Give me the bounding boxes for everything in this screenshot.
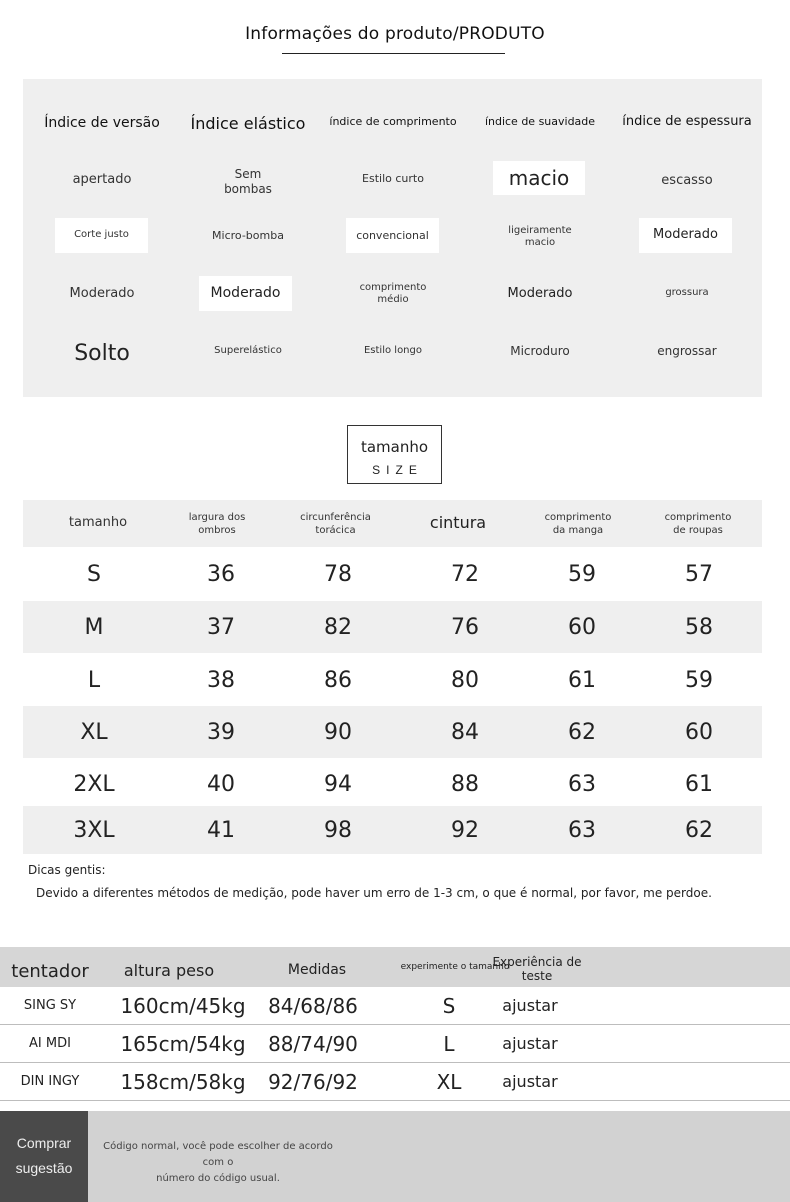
size-cell: 82	[324, 614, 352, 640]
tester-cell: AI MDI	[29, 1036, 71, 1051]
size-cell: 63	[568, 817, 596, 843]
size-label: tamanho	[360, 438, 429, 456]
size-cell: 57	[685, 561, 713, 587]
info-value-selected: Moderado	[199, 276, 292, 311]
size-cell: 72	[451, 561, 479, 587]
info-value: apertado	[72, 171, 132, 187]
size-cell: S	[87, 561, 101, 587]
buy-label-line-2: sugestão	[15, 1159, 73, 1176]
info-value-selected: macio	[493, 161, 585, 195]
table-row	[0, 1063, 790, 1101]
size-cell: 39	[207, 719, 235, 745]
size-cell: 88	[451, 771, 479, 797]
tester-cell: 158cm/58kg	[120, 1069, 246, 1094]
table-row	[23, 706, 762, 758]
size-label-en: SIZE	[372, 463, 423, 477]
size-cell: 60	[568, 614, 596, 640]
size-col-header: comprimento da manga	[544, 511, 612, 536]
table-row	[23, 654, 762, 706]
tester-cell: ajustar	[502, 1072, 558, 1091]
info-value: engrossar	[657, 343, 717, 358]
tester-cell: 84/68/86	[268, 993, 358, 1018]
size-col-header: tamanho	[68, 515, 128, 531]
size-cell: 59	[685, 667, 713, 693]
size-cell: 90	[324, 719, 352, 745]
table-row	[0, 1025, 790, 1063]
size-col-header: comprimento de roupas	[664, 511, 732, 536]
buy-suggestion-label	[0, 1131, 88, 1180]
tester-col-header: experimente o tamanho	[400, 962, 510, 972]
info-header-length: índice de comprimento	[329, 115, 457, 129]
info-value: grossura	[665, 286, 709, 298]
tester-cell: 92/76/92	[268, 1069, 358, 1094]
info-value: Micro-bomba	[212, 229, 284, 243]
size-col-header: cintura	[429, 513, 487, 533]
info-value: ligeiramente macio	[508, 224, 572, 248]
size-cell: 36	[207, 561, 235, 587]
size-cell: 40	[207, 771, 235, 797]
tester-col-header: tentador	[11, 960, 89, 982]
size-col-header: circunferência torácica	[300, 511, 371, 536]
size-cell: 62	[685, 817, 713, 843]
footer-note	[102, 1139, 334, 1187]
tester-cell: 160cm/45kg	[120, 993, 246, 1018]
info-value-selected: convencional	[346, 218, 439, 253]
size-cell: 78	[324, 561, 352, 587]
size-cell: M	[84, 614, 104, 640]
product-info-panel	[23, 79, 762, 397]
size-cell: L	[87, 667, 101, 693]
table-row	[23, 806, 762, 854]
table-row	[23, 758, 762, 810]
tester-cell: L	[443, 1031, 455, 1056]
info-value: Moderado	[507, 285, 573, 301]
tester-cell: SING SY	[23, 998, 77, 1013]
size-cell: XL	[80, 719, 108, 745]
info-value: Estilo longo	[363, 344, 422, 356]
info-header-version: Índice de versão	[44, 115, 160, 132]
tips-label: Dicas gentis:	[28, 863, 106, 877]
tester-cell: 88/74/90	[268, 1031, 358, 1056]
info-value: Sem bombas	[224, 167, 272, 196]
size-cell: 94	[324, 771, 352, 797]
info-value-selected: Corte justo	[55, 218, 148, 253]
size-cell: 61	[685, 771, 713, 797]
info-value-selected: Moderado	[639, 218, 732, 253]
size-cell: 41	[207, 817, 235, 843]
title-underline	[282, 53, 505, 54]
tester-col-header: altura peso	[123, 960, 215, 980]
tester-col-header: Experiência de teste	[492, 955, 582, 983]
info-value: Microduro	[510, 343, 570, 358]
table-row	[23, 548, 762, 600]
size-cell: 80	[451, 667, 479, 693]
size-cell: 60	[685, 719, 713, 745]
info-header-softness: índice de suavidade	[484, 115, 596, 129]
info-value: Estilo curto	[362, 172, 424, 186]
footer-note-line-1: Código normal, você pode escolher de acordo com o	[103, 1141, 333, 1168]
size-cell: 98	[324, 817, 352, 843]
tester-cell: S	[442, 993, 456, 1018]
buy-label-line-1: Comprar	[16, 1135, 72, 1151]
info-header-elastic: Índice elástico	[190, 114, 306, 133]
size-cell: 63	[568, 771, 596, 797]
tester-cell: DIN INGY	[20, 1074, 80, 1089]
size-cell: 37	[207, 614, 235, 640]
info-value: Superelástico	[214, 344, 282, 356]
tester-table-header	[0, 947, 790, 987]
table-row	[0, 987, 790, 1025]
size-section-label	[347, 425, 442, 484]
size-cell: 84	[451, 719, 479, 745]
size-cell: 92	[451, 817, 479, 843]
tester-cell: XL	[436, 1069, 462, 1094]
size-cell: 61	[568, 667, 596, 693]
tester-cell: ajustar	[502, 1034, 558, 1053]
tester-cell: ajustar	[502, 996, 558, 1015]
tips-text: Devido a diferentes métodos de medição, pode haver um erro de 1-3 cm, o que é normal, por favor, me perdoe.	[36, 886, 712, 900]
size-col-header: largura dos ombros	[188, 511, 246, 536]
size-cell: 2XL	[73, 771, 115, 797]
size-table-header	[23, 500, 762, 547]
info-header-thickness: índice de espessura	[622, 113, 752, 129]
size-cell: 3XL	[73, 817, 115, 843]
page-title: Informações do produto/PRODUTO	[245, 24, 545, 44]
size-cell: 86	[324, 667, 352, 693]
size-cell: 76	[451, 614, 479, 640]
size-cell: 38	[207, 667, 235, 693]
size-cell: 59	[568, 561, 596, 587]
info-value: comprimento médio	[359, 281, 427, 305]
tester-col-header: Medidas	[287, 962, 347, 978]
footer-note-line-2: número do código usual.	[156, 1173, 280, 1184]
info-value: escasso	[661, 172, 713, 188]
info-value: Moderado	[69, 285, 135, 301]
size-cell: 62	[568, 719, 596, 745]
tester-cell: 165cm/54kg	[120, 1031, 246, 1056]
size-cell: 58	[685, 614, 713, 640]
table-row	[23, 601, 762, 653]
info-value: Solto	[74, 341, 130, 367]
